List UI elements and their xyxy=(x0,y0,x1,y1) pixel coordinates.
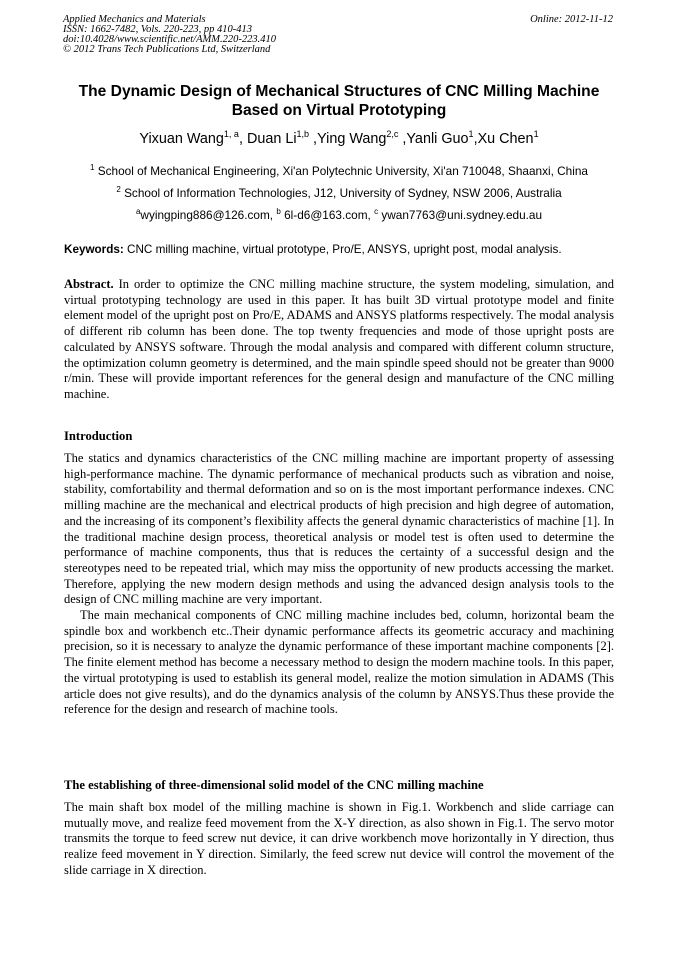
doi-line: doi:10.4028/www.scientific.net/AMM.220-223.410 xyxy=(63,34,276,45)
author-name: Yixuan Wang xyxy=(139,131,224,147)
author-name: Yanli Guo xyxy=(406,131,469,147)
affiliation-text: School of Mechanical Engineering, Xi'an Polytechnic University, Xi'an 710048, Shaanxi, China xyxy=(97,164,588,178)
author-affiliation-mark: 1, a xyxy=(223,129,239,139)
paragraph: The main mechanical components of CNC milling machine includes bed, column, horizontal beam the spindle box and workbench etc..Their dynamic performance affects its geometric accuracy and machining precision, so it is necessary to analyze the dynamic performance of these important machine components [2]. The finite element method has become a necessary method to design the modern machine tools. In this paper, the virtual prototyping is used to establish its general model, realize the motion simulation in ADAMS (This article does not give results), and do the dynamics analysis of the column by ANSYS.Thus these provide the reference for the design and research of machine tools. xyxy=(64,608,614,717)
author-emails xyxy=(0,208,678,222)
abstract-label: Abstract. xyxy=(64,277,114,291)
title-line-2: Based on Virtual Prototyping xyxy=(231,102,447,119)
introduction-section xyxy=(64,451,614,718)
author-separator: , xyxy=(473,131,478,147)
affiliation-mark: 2 xyxy=(116,185,121,194)
affiliation-1 xyxy=(0,164,678,178)
journal-name: Applied Mechanics and Materials xyxy=(63,14,206,25)
online-date: Online: 2012-11-12 xyxy=(530,14,613,25)
email-mark: c xyxy=(374,207,379,216)
author-name: Duan Li xyxy=(246,131,297,147)
author-separator: , xyxy=(398,131,407,147)
abstract-text: In order to optimize the CNC milling machine structure, the system modeling, simulation, and virtual prototyping technology are used in this paper. It has built 3D virtual prototype model and finite element model of the upright post on Pro/E, ADAMS and ANSYS platforms respectively. The modal analysis of different rib column has been done. The top twenty frequencies and mode of those upright posts are calculated by ANSYS software. Through the modal analysis and compared with different column structure, the optimization column geometry is determined, and the main spindle speed should not be greater than 9000 r/min. These will provide important references for the general design and manufacture of the CNC milling machine. xyxy=(64,277,614,401)
establishing-section xyxy=(64,800,614,879)
email-link[interactable]: wyingping886@126.com, xyxy=(140,208,277,222)
email-mark: b xyxy=(276,207,281,216)
affiliation-2 xyxy=(0,186,678,200)
abstract xyxy=(64,277,614,403)
journal-header xyxy=(63,15,276,55)
author-affiliation-mark: 1 xyxy=(468,129,474,139)
author-separator: , xyxy=(309,131,318,147)
email-link[interactable]: ywan7763@uni.sydney.edu.au xyxy=(378,208,543,222)
section-heading-introduction: Introduction xyxy=(64,429,133,443)
author-list xyxy=(0,130,678,148)
affiliation-mark: 1 xyxy=(90,163,95,172)
affiliation-text: School of Information Technologies, J12, University of Sydney, NSW 2006, Australia xyxy=(124,186,562,200)
author-affiliation-mark: 1 xyxy=(533,129,539,139)
paragraph: The statics and dynamics characteristics of the CNC milling machine are important property of assessing high-performance machine. The dynamic performance of mechanical products such as vibration and noise, stability, comfortability and thermal deformation and so on is the most important performance indexes. CNC milling machine are the mechanical and electrical products of high precision and high degree of automation, and the increasing of its component’s flexibility affects the general dynamic characteristics of machine [1]. In the traditional machine design process, theoretical analysis or model test is often used to determine the performance of machine components, thus that is reduces the certainty of a successful design and the stereotypes need to be repeated trial, which may miss the opportunity of new products accessing the market. Therefore, applying the new modern design methods and using the advanced design analysis tools to the design of CNC milling machine are very important. xyxy=(64,451,614,607)
keywords xyxy=(64,242,614,257)
copyright-line: © 2012 Trans Tech Publications Ltd, Switzerland xyxy=(63,44,271,55)
author-affiliation-mark: 2,c xyxy=(386,129,399,139)
author-name: Xu Chen xyxy=(477,131,534,147)
title-line-1: The Dynamic Design of Mechanical Structures of CNC Milling Machine xyxy=(78,83,600,100)
paragraph: The main shaft box model of the milling machine is shown in Fig.1. Workbench and slide carriage can mutually move, and realize feed movement from the X-Y direction, as also shown in Fig.1. The servo motor transmits the torque to feed screw nut device, it can drive workbench move horizontally in Y direction, thus realize feed movement in Y direction. Similarly, the feed screw nut device will control the movement of the slide carriage in X direction. xyxy=(64,800,614,877)
keywords-label: Keywords: xyxy=(64,243,124,256)
email-mark: a xyxy=(135,207,141,216)
email-link[interactable]: 6l-d6@163.com, xyxy=(280,208,375,222)
paper-title xyxy=(40,82,638,120)
author-separator: , xyxy=(238,131,247,147)
issn-line: ISSN: 1662-7482, Vols. 220-223, pp 410-413 xyxy=(63,24,252,35)
author-affiliation-mark: 1,b xyxy=(296,129,310,139)
keywords-text: CNC milling machine, virtual prototype, Pro/E, ANSYS, upright post, modal analysis. xyxy=(123,243,562,256)
section-heading-establishing: The establishing of three-dimensional solid model of the CNC milling machine xyxy=(64,778,484,792)
author-name: Ying Wang xyxy=(317,131,387,147)
